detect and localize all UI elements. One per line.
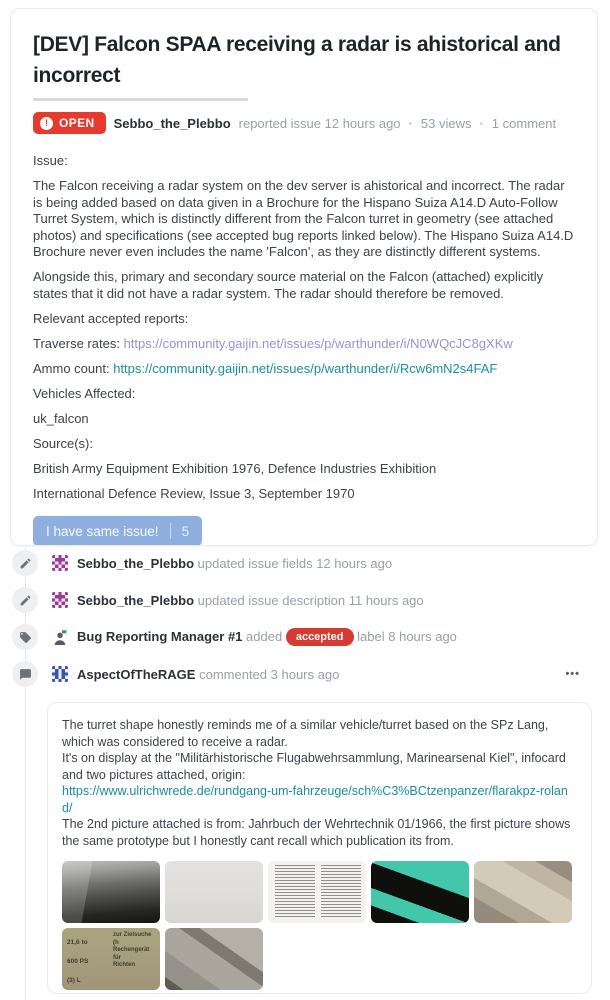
comment-action: commented bbox=[199, 666, 268, 682]
pencil-icon bbox=[12, 550, 38, 576]
tag-icon bbox=[12, 624, 38, 650]
comment-header-text bbox=[77, 667, 339, 682]
timeline-user[interactable]: Bug Reporting Manager #1 bbox=[77, 629, 243, 644]
attachment-bw-tank-photo[interactable] bbox=[62, 861, 160, 923]
alert-icon: ! bbox=[40, 117, 53, 130]
same-issue-label: I have same issue! bbox=[46, 523, 159, 539]
same-issue-count: 5 bbox=[181, 523, 190, 539]
views-count: 53 views bbox=[420, 115, 472, 131]
page-title: [DEV] Falcon SPAA receiving a radar is ahistorical and incorrect bbox=[33, 33, 561, 87]
separator-dot: · bbox=[408, 115, 413, 131]
timeline-action: updated issue description bbox=[197, 592, 346, 608]
timeline bbox=[0, 550, 610, 698]
avatar bbox=[52, 629, 68, 645]
issue-meta-row bbox=[33, 112, 575, 134]
comment-line: It's on display at the "Militärhistorische Flugabwehrsammlung, Marinearsenal Kiel", infocard and two pictures attached, origin: bbox=[62, 751, 566, 782]
attachment-blank-scan[interactable] bbox=[165, 861, 263, 923]
timeline-time: 12 hours ago bbox=[316, 555, 393, 571]
issue-body bbox=[33, 153, 575, 502]
timeline-row-updated-fields bbox=[0, 550, 610, 576]
vehicles-value: uk_falcon bbox=[33, 410, 89, 426]
separator-dot: · bbox=[479, 115, 484, 131]
comment-menu-button[interactable]: ••• bbox=[565, 668, 580, 680]
sources-heading: Source(s): bbox=[33, 435, 93, 451]
infocard-left-text: 21,6 to 600 PS (3) L bbox=[67, 939, 89, 984]
ammo-count-line bbox=[33, 361, 575, 378]
attachment-tan-machinery-photo[interactable] bbox=[474, 861, 572, 923]
newspaper-text-column bbox=[321, 865, 361, 917]
same-issue-button[interactable] bbox=[33, 516, 202, 546]
timeline-user[interactable]: Sebbo_the_Plebbo bbox=[77, 555, 195, 571]
timeline-user[interactable]: Sebbo_the_Plebbo bbox=[77, 592, 195, 608]
comment-time: 3 hours ago bbox=[270, 666, 340, 682]
vehicles-heading: Vehicles Affected: bbox=[33, 385, 136, 401]
avatar bbox=[52, 666, 68, 682]
issue-card bbox=[10, 8, 598, 546]
pencil-icon bbox=[12, 587, 38, 613]
timeline-row-updated-description bbox=[0, 587, 610, 613]
comment-bubble-icon bbox=[12, 661, 38, 687]
traverse-label: Traverse rates: bbox=[33, 335, 120, 351]
comment-line: The turret shape honestly reminds me of a similar vehicle/turret based on the SPz Lang, which was considered to receive a radar. bbox=[62, 718, 549, 749]
comment-paragraph: The 2nd picture attached is from: Jahrbuch der Wehrtechnik 01/1966, the first picture shows the same prototype but I honestly cant recall which publication its from. bbox=[62, 817, 571, 848]
button-divider bbox=[170, 523, 171, 539]
timeline-text bbox=[77, 593, 424, 608]
issue-paragraph: Alongside this, primary and secondary source material on the Falcon (attached) explicitly states that it did not have a radar system. The radar should therefore be removed. bbox=[33, 269, 544, 301]
comment-card bbox=[47, 702, 592, 994]
attachment-newspaper-scan[interactable] bbox=[268, 861, 366, 923]
status-badge bbox=[33, 112, 106, 134]
attachment-infocard-scan[interactable] bbox=[62, 928, 160, 990]
infocard-right-text: zur Zielsuche (h Rechengerät für Richten bbox=[113, 932, 152, 968]
traverse-report-link[interactable]: https://community.gaijin.net/issues/p/warthunder/i/N0WQcJC8gXKw bbox=[123, 335, 513, 351]
comment-origin-link[interactable]: https://www.ulrichwrede.de/rundgang-um-fahrzeuge/sch%C3%BCtzenpanzer/flarakpz-roland/ bbox=[62, 784, 568, 815]
timeline-time: 11 hours ago bbox=[348, 592, 424, 608]
timeline-action: updated issue fields bbox=[197, 555, 313, 571]
timeline-row-label-added bbox=[0, 624, 610, 650]
source-line: British Army Equipment Exhibition 1976, Defence Industries Exhibition bbox=[33, 460, 437, 476]
accepted-label-badge: accepted bbox=[286, 628, 354, 646]
timeline-text bbox=[77, 628, 457, 646]
reports-heading: Relevant accepted reports: bbox=[33, 310, 189, 326]
timeline-action: added bbox=[246, 629, 283, 644]
issue-heading: Issue: bbox=[33, 153, 68, 168]
attachment-teal-tank-photo[interactable] bbox=[371, 861, 469, 923]
timeline-time: 8 hours ago bbox=[388, 629, 457, 644]
comment-user[interactable]: AspectOfTheRAGE bbox=[77, 666, 196, 682]
attachment-museum-hall-photo[interactable] bbox=[165, 928, 263, 990]
title-underline bbox=[33, 98, 248, 101]
reported-action: reported issue 12 hours ago bbox=[238, 115, 401, 131]
avatar bbox=[52, 555, 68, 571]
issue-paragraph: The Falcon receiving a radar system on the dev server is ahistorical and incorrect. The radar is being added based on data given in a Brochure for the Hispano Suiza A14.D Auto-Follow Turret System, which is distinctly different from the Falcon turret in geometry (see attached photos) and specifications (see accepted bug reports linked below). The Hispano Suiza A14.D Brochure never even includes the name 'Falcon', as they are distinctly different systems. bbox=[33, 178, 574, 259]
ammo-label: Ammo count: bbox=[33, 360, 110, 376]
comments-count: 1 comment bbox=[491, 115, 557, 131]
timeline-action-suffix: label bbox=[357, 629, 385, 644]
newspaper-text-column bbox=[275, 865, 315, 917]
timeline-text bbox=[77, 556, 392, 571]
status-label: OPEN bbox=[59, 116, 95, 130]
comment-header-row bbox=[0, 661, 610, 687]
source-line: International Defence Review, Issue 3, September 1970 bbox=[33, 485, 355, 501]
traverse-rates-line bbox=[33, 336, 575, 353]
avatar bbox=[52, 592, 68, 608]
reporter-name[interactable]: Sebbo_the_Plebbo bbox=[113, 115, 231, 131]
ammo-report-link[interactable]: https://community.gaijin.net/issues/p/warthunder/i/Rcw6mN2s4FAF bbox=[113, 360, 498, 376]
comment-body bbox=[62, 717, 577, 849]
attachment-grid bbox=[62, 861, 577, 990]
